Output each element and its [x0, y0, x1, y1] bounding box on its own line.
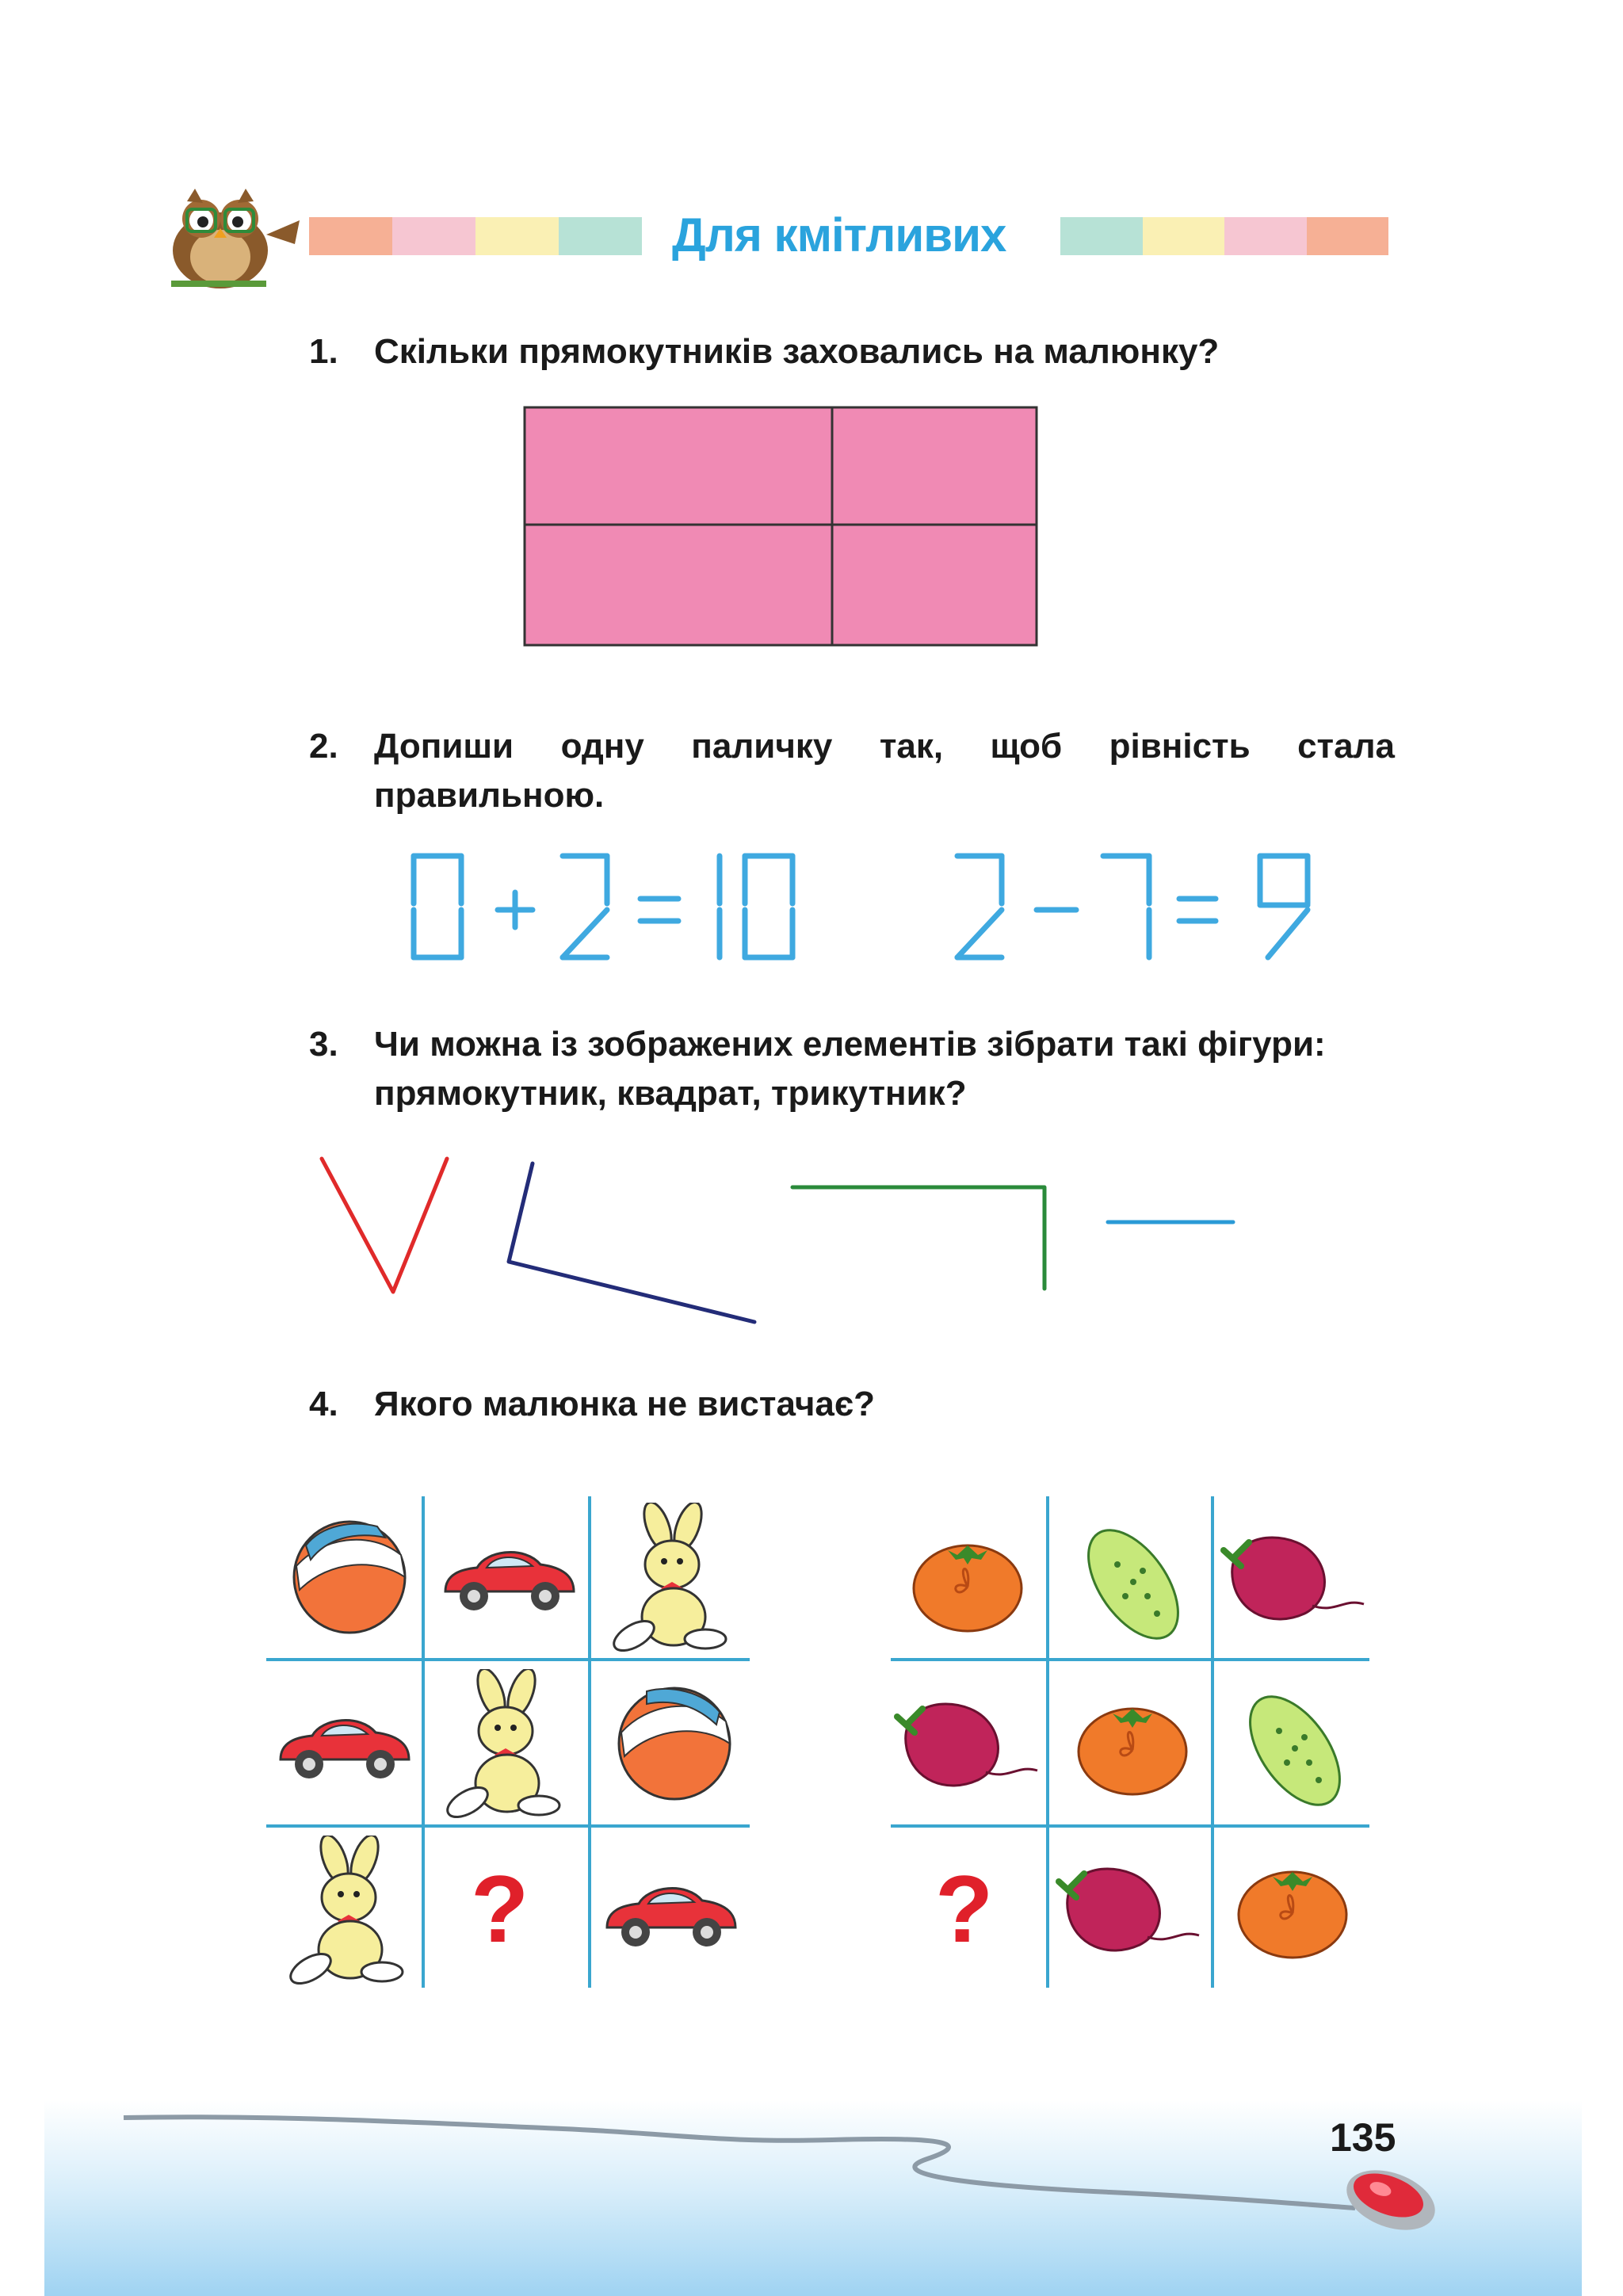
green-angle-element — [792, 1187, 1044, 1289]
rectangles-figure — [523, 406, 1038, 648]
grid-line — [1046, 1496, 1049, 1988]
owl-mascot-icon — [155, 179, 306, 290]
digit-9 — [1260, 856, 1308, 957]
task-number: 2. — [309, 727, 338, 766]
navy-angle-element — [509, 1163, 754, 1322]
stripe-segment — [309, 217, 392, 255]
task-text: Якого малюнка не вистачає? — [374, 1385, 876, 1423]
computer-mouse-icon — [1339, 2164, 1442, 2235]
stripe-segment — [392, 217, 475, 255]
missing-item-question-mark: ? — [935, 1856, 994, 1962]
car-icon — [599, 1872, 742, 1959]
bunny-icon — [436, 1669, 571, 1820]
header-stripe-left — [309, 217, 642, 255]
task-text-line-2: правильною. — [374, 776, 605, 815]
cucumber-icon — [1070, 1517, 1197, 1652]
digit-0 — [414, 856, 461, 957]
car-icon — [437, 1536, 580, 1623]
task-number: 4. — [309, 1385, 338, 1423]
page-number: 135 — [1330, 2115, 1396, 2160]
stripe-segment — [1307, 217, 1389, 255]
task-text: Скільки прямокутників заховались на малюнку? — [374, 332, 1220, 371]
toys-grid — [266, 1496, 750, 1988]
task-text-line-1: Допиши одну паличку так, щоб рівність стала — [374, 727, 1395, 766]
beet-icon — [1052, 1858, 1203, 1969]
equation-1 — [414, 856, 792, 957]
grid-line — [891, 1824, 1369, 1828]
mouse-cord — [119, 2092, 1387, 2219]
stripe-segment — [559, 217, 642, 255]
equals-sign — [640, 899, 678, 921]
grid-line — [266, 1824, 750, 1828]
digit-7 — [1103, 856, 1149, 957]
digit-2 — [957, 856, 1002, 957]
stripe-segment — [1060, 217, 1143, 255]
task-3 — [309, 1021, 1395, 1124]
section-title: Для кмітливих — [672, 208, 1006, 262]
plus-sign — [498, 892, 533, 927]
grid-line — [891, 1658, 1369, 1661]
pink-rectangle — [525, 407, 1037, 645]
tomato-icon — [908, 1531, 1027, 1634]
task-1 — [309, 328, 1395, 376]
task-number: 3. — [309, 1025, 338, 1064]
missing-item-question-mark: ? — [471, 1856, 529, 1962]
grid-line — [588, 1496, 591, 1988]
ball-icon — [615, 1680, 734, 1807]
cucumber-icon — [1232, 1683, 1358, 1818]
matchstick-equations — [396, 848, 1331, 967]
task-4 — [309, 1381, 1395, 1428]
task-text-line-2: прямокутник, квадрат, трикутник? — [374, 1074, 967, 1113]
task-number: 1. — [309, 332, 338, 371]
digit-2 — [563, 856, 607, 957]
header-stripe-right — [1060, 217, 1388, 255]
bunny-icon — [602, 1503, 737, 1653]
bunny-icon — [279, 1836, 414, 1986]
equation-2 — [957, 856, 1308, 957]
task-2 — [309, 723, 1395, 826]
line-elements-figure — [301, 1141, 1252, 1339]
stripe-segment — [1224, 217, 1307, 255]
beet-icon — [891, 1693, 1041, 1804]
tomato-icon — [1073, 1694, 1192, 1797]
beet-icon — [1217, 1526, 1368, 1637]
ball-icon — [290, 1514, 409, 1641]
car-icon — [273, 1704, 415, 1791]
task-text-line-1: Чи можна із зображених елементів зібрати такі фігури: — [374, 1025, 1326, 1064]
tomato-icon — [1233, 1858, 1352, 1961]
grid-line — [266, 1658, 750, 1661]
grid-line — [1211, 1496, 1214, 1988]
equals-sign — [1179, 899, 1216, 921]
grid-line — [422, 1496, 425, 1988]
stripe-segment — [475, 217, 559, 255]
vegetables-grid — [891, 1496, 1369, 1988]
digit-0 — [745, 856, 792, 957]
red-v-element — [322, 1159, 447, 1292]
stripe-segment — [1143, 217, 1225, 255]
